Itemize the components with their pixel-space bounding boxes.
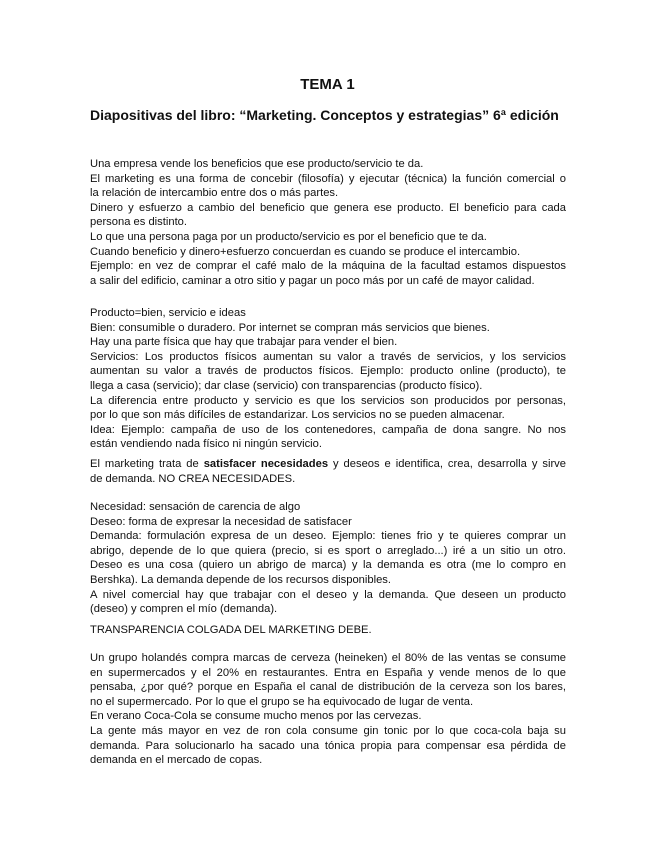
text-line: demanda en el mercado de copas.	[90, 754, 263, 767]
text-line: Idea: Ejemplo: campaña de uso de los contenedores, campaña de dona sangre. No nos	[90, 423, 566, 436]
text-line: no el supermercado. Por lo que el grupo se ha equivocado de lugar de venta.	[90, 695, 474, 708]
page-title: TEMA 1	[300, 76, 355, 93]
text-line: Cuando beneficio y dinero+esfuerzo concuerdan es cuando se produce el intercambio.	[90, 245, 521, 258]
text-line: de demanda. NO CREA NECESIDADES.	[90, 472, 296, 485]
transparency-note	[90, 623, 566, 638]
text-line: Servicios: Los productos físicos aumentan su valor a través de servicios, y los servicios	[90, 350, 566, 363]
text-line: La diferencia entre producto y servicio es que los servicios son producidos por personas,	[90, 394, 566, 407]
text-line	[90, 457, 566, 472]
text-line: la relación de intercambio entre dos o más partes.	[90, 187, 339, 200]
text-line: abrigo, depende de lo que quiera (precio, si es sport o arreglado...) iré a un sitio un otro.	[90, 544, 566, 557]
text-line: Demanda: formulación expresa de un deseo. Ejemplo: tienes frio y te quieres comprar un	[90, 530, 566, 543]
text-line: Necesidad: sensación de carencia de algo	[90, 501, 301, 513]
text-fragment: y deseos e identifica, crea, desarrolla y sirve	[328, 458, 566, 470]
text-line: a salir del edificio, caminar a otro sitio y pagar un poco más por un café de mayor calidad.	[90, 274, 535, 287]
text-line: Un grupo holandés compra marcas de cerveza (heineken) el 80% de las ventas se consume	[90, 652, 566, 664]
text-line: (deseo) y compren el mío (demanda).	[90, 603, 278, 616]
text-line: TRANSPARENCIA COLGADA DEL MARKETING DEBE.	[90, 624, 372, 636]
text-line: aumentan su valor a través de productos físicos. Ejemplo: producto online (producto), te	[90, 365, 566, 378]
document-subtitle: Diapositivas del libro: “Marketing. Conceptos y estrategias” 6ª edición	[90, 107, 559, 123]
text-line: Dinero y esfuerzo a cambio del beneficio que genera ese producto. El beneficio para cada	[90, 201, 566, 214]
text-line: llega a casa (servicio); dar clase (servicio) con transparencias (producto físico).	[90, 379, 483, 392]
text-line: Lo que una persona paga por un producto/servicio es por el beneficio que te da.	[90, 230, 487, 243]
text-line: Hay una parte física que hay que trabajar para vender el bien.	[90, 336, 398, 349]
intro-paragraphs	[90, 157, 566, 288]
text-line: en supermercados y el 20% en restaurantes. Entra en España y vende menos de lo que	[90, 666, 566, 679]
text-line: Producto=bien, servicio e ideas	[90, 307, 246, 319]
text-line: por lo que son más difíciles de estandarizar. Los servicios no se pueden almacenar.	[90, 409, 505, 422]
text-fragment: El marketing trata de	[90, 458, 204, 470]
text-line: están vendiendo nada físico ni ningún servicio.	[90, 438, 322, 451]
text-line: Deseo: forma de expresar la necesidad de satisfacer	[90, 515, 352, 528]
text-line: Bien: consumible o duradero. Por internet se compran más servicios que bienes.	[90, 321, 490, 334]
text-line: En verano Coca-Cola se consume mucho menos por las cervezas.	[90, 710, 422, 723]
marketing-definition	[90, 457, 566, 486]
emphasis-text: satisfacer necesidades	[203, 458, 329, 470]
text-line: A nivel comercial hay que trabajar con el deseo y la demanda. Que deseen un producto	[90, 588, 566, 601]
text-line: pensaba, ¿por qué? porque en España el canal de distribución de la cerveza son los bares,	[90, 681, 566, 694]
needs-paragraphs	[90, 500, 566, 617]
text-line: demanda. Para solucionarlo ha sacado una tónica propia para compensar esa pérdida de	[90, 739, 566, 752]
text-line: El marketing es una forma de concebir (filosofía) y ejecutar (técnica) la función comercial o	[90, 172, 566, 185]
text-line: Ejemplo: en vez de comprar el café malo de la máquina de la facultad estamos dispuestos	[90, 260, 566, 273]
text-line: Una empresa vende los beneficios que ese producto/servicio te da.	[90, 158, 424, 170]
text-line: Deseo es una cosa (quiero un abrigo de marca) y la demanda es otra (me lo compro en	[90, 559, 566, 572]
text-line: La gente más mayor en vez de ron cola consume gin tonic por lo que coca-cola baja su	[90, 724, 566, 737]
text-line: persona es distinto.	[90, 216, 188, 229]
beer-example-paragraphs	[90, 651, 566, 768]
text-line: Bershka). La demanda depende de los recursos disponibles.	[90, 573, 392, 586]
product-paragraphs	[90, 306, 566, 452]
